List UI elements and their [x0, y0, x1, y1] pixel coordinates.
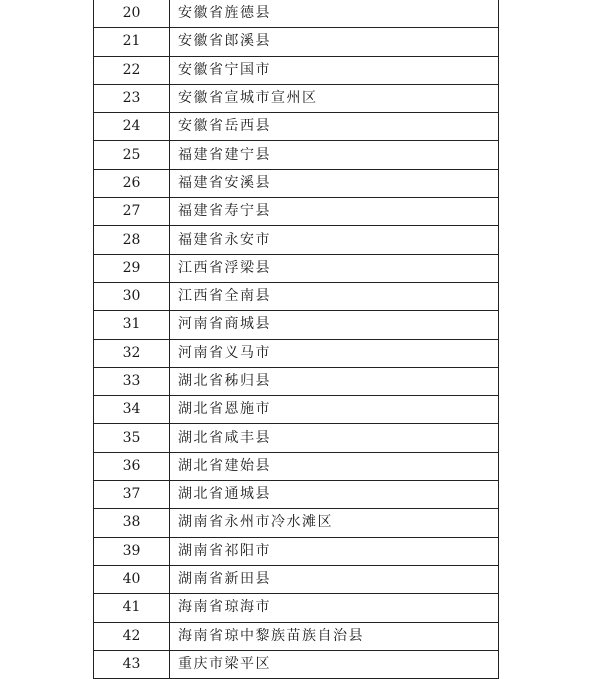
row-number: 42 [94, 622, 170, 650]
row-number: 41 [94, 594, 170, 622]
table-row [94, 396, 499, 424]
row-number: 27 [94, 198, 170, 226]
region-name: 安徽省郎溪县 [170, 28, 499, 56]
table-row [94, 113, 499, 141]
row-number: 40 [94, 565, 170, 593]
region-name: 安徽省宁国市 [170, 56, 499, 84]
region-name: 福建省寿宁县 [170, 198, 499, 226]
table-row [94, 452, 499, 480]
table-row [94, 481, 499, 509]
table-row [94, 254, 499, 282]
region-name: 湖北省建始县 [170, 452, 499, 480]
table-row [94, 650, 499, 678]
table-row [94, 198, 499, 226]
table-row [94, 622, 499, 650]
table-row [94, 0, 499, 28]
region-name: 安徽省旌德县 [170, 0, 499, 28]
row-number: 39 [94, 537, 170, 565]
row-number: 29 [94, 254, 170, 282]
region-name: 湖南省永州市冷水滩区 [170, 509, 499, 537]
row-number: 33 [94, 367, 170, 395]
row-number: 25 [94, 141, 170, 169]
region-name: 江西省全南县 [170, 282, 499, 310]
table-row [94, 339, 499, 367]
table-row [94, 367, 499, 395]
table-row [94, 56, 499, 84]
row-number: 31 [94, 311, 170, 339]
row-number: 28 [94, 226, 170, 254]
row-number: 22 [94, 56, 170, 84]
table-row [94, 141, 499, 169]
row-number: 43 [94, 650, 170, 678]
region-name: 河南省义马市 [170, 339, 499, 367]
region-name: 海南省琼海市 [170, 594, 499, 622]
row-number: 37 [94, 481, 170, 509]
region-name: 福建省建宁县 [170, 141, 499, 169]
table-row [94, 28, 499, 56]
row-number: 24 [94, 113, 170, 141]
table-row [94, 282, 499, 310]
row-number: 34 [94, 396, 170, 424]
row-number: 36 [94, 452, 170, 480]
row-number: 21 [94, 28, 170, 56]
row-number: 20 [94, 0, 170, 28]
table-row [94, 169, 499, 197]
region-name: 福建省安溪县 [170, 169, 499, 197]
row-number: 23 [94, 84, 170, 112]
region-name: 江西省浮梁县 [170, 254, 499, 282]
region-name: 湖北省通城县 [170, 481, 499, 509]
region-name: 湖北省秭归县 [170, 367, 499, 395]
region-name: 湖南省新田县 [170, 565, 499, 593]
region-name: 安徽省岳西县 [170, 113, 499, 141]
region-name: 湖南省祁阳市 [170, 537, 499, 565]
row-number: 35 [94, 424, 170, 452]
row-number: 38 [94, 509, 170, 537]
table-row [94, 537, 499, 565]
region-name: 重庆市梁平区 [170, 650, 499, 678]
table-row [94, 594, 499, 622]
region-name: 福建省永安市 [170, 226, 499, 254]
table-row [94, 226, 499, 254]
region-name: 湖北省恩施市 [170, 396, 499, 424]
table-row [94, 424, 499, 452]
table-row [94, 565, 499, 593]
row-number: 30 [94, 282, 170, 310]
row-number: 26 [94, 169, 170, 197]
table-row [94, 311, 499, 339]
region-name: 海南省琼中黎族苗族自治县 [170, 622, 499, 650]
region-name: 河南省商城县 [170, 311, 499, 339]
region-name: 安徽省宣城市宣州区 [170, 84, 499, 112]
row-number: 32 [94, 339, 170, 367]
table-row [94, 509, 499, 537]
region-name: 湖北省咸丰县 [170, 424, 499, 452]
table-row [94, 84, 499, 112]
region-list-table [93, 0, 499, 679]
